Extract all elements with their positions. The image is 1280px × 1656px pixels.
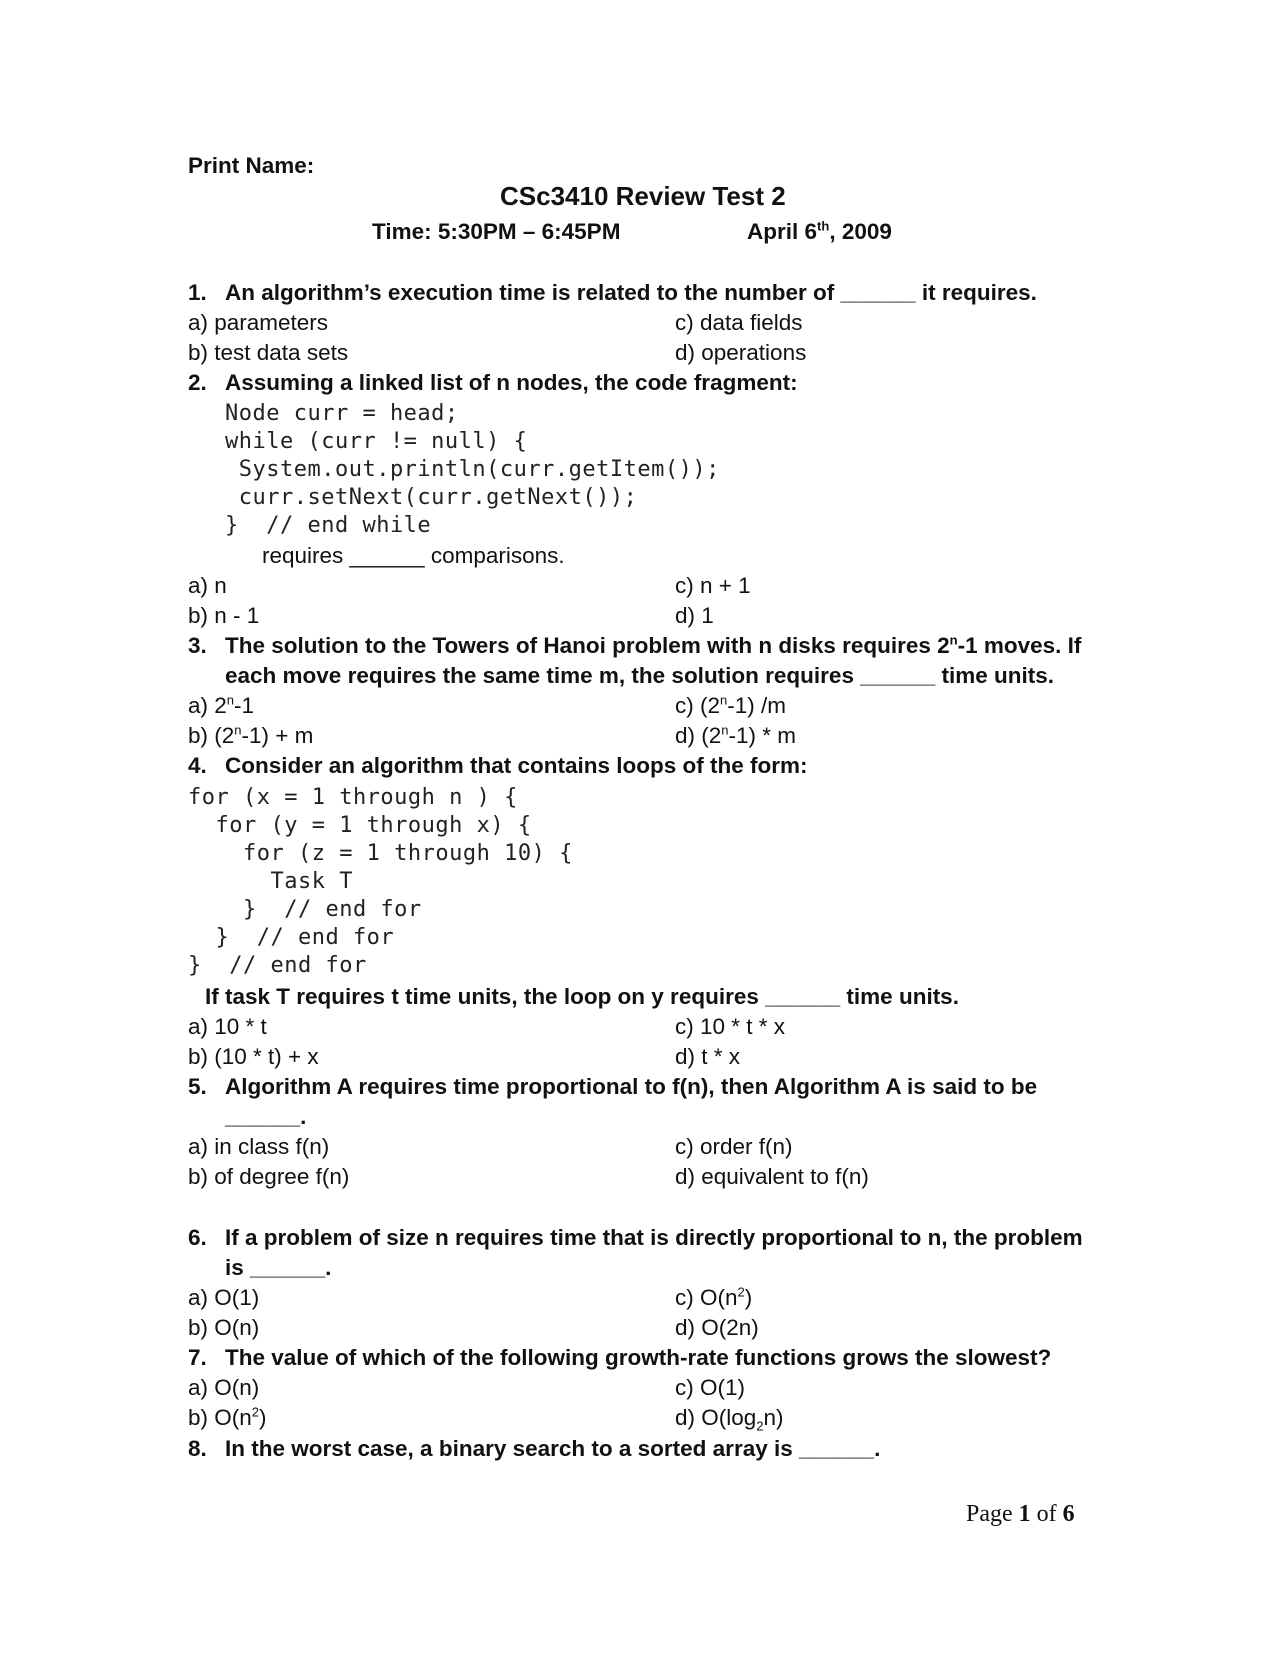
exam-date: April 6th, 2009 <box>747 218 892 244</box>
question-4-option-a: a) 10 * t <box>188 1014 267 1039</box>
question-3-number: 3. <box>188 633 207 658</box>
question-2-code-line: while (curr != null) { <box>225 429 528 454</box>
question-1-number: 1. <box>188 280 207 305</box>
question-4-option-d: d) t * x <box>675 1044 741 1069</box>
question-7-option-b: b) $O(n^2)$ <box>188 1404 267 1430</box>
question-2-requires: requires ______ comparisons. <box>262 543 565 568</box>
question-2-option-a: a) n <box>188 573 227 598</box>
question-5-text: Algorithm A requires time proportional to f(n), then Algorithm A is said to be <box>225 1074 1038 1099</box>
question-4-code-line: } // end for <box>188 953 367 978</box>
question-5-option-b: b) of degree f(n) <box>188 1164 350 1189</box>
page-number: Page 1 of 6 <box>966 1501 1075 1527</box>
question-1-option-c: c) data fields <box>675 310 803 335</box>
question-6-text-line-2: is ______. <box>225 1255 332 1280</box>
question-4-code-line: } // end for <box>188 897 422 922</box>
question-4-followup: If task T requires t time units, the loop on y requires ______ time units. <box>205 984 959 1009</box>
question-6-number: 6. <box>188 1225 207 1250</box>
question-4-code-line: for (x = 1 through n ) { <box>188 785 518 810</box>
question-5-option-c: c) order f(n) <box>675 1134 793 1159</box>
question-6-option-c: c) $O(n^2)$ <box>675 1284 753 1310</box>
question-2-code-line: } // end while <box>225 513 432 538</box>
question-2-code-line: curr.setNext(curr.getNext()); <box>225 485 638 510</box>
question-2-number: 2. <box>188 370 207 395</box>
question-1-option-b: b) test data sets <box>188 340 349 365</box>
question-2-option-d: d) 1 <box>675 603 714 628</box>
question-2-option-c: c) n + 1 <box>675 573 751 598</box>
question-2-code-line: System.out.println(curr.getItem()); <box>225 457 720 482</box>
question-3-option-d: d) (2$^n$-1) * m <box>675 722 796 748</box>
question-5-blank: ______. <box>225 1104 307 1129</box>
question-3-option-a: a) 2$^n$-1 <box>188 692 255 718</box>
question-1-text: An algorithm’s execution time is related to the number of ______ it requires. <box>225 280 1037 305</box>
exam-time: Time: 5:30PM – 6:45PM <box>372 219 621 244</box>
question-1-option-d: d) operations <box>675 340 807 365</box>
question-2-text: Assuming a linked list of n nodes, the code fragment: <box>225 370 798 395</box>
question-7-option-c: c) O(1) <box>675 1375 745 1400</box>
question-8-text: In the worst case, a binary search to a sorted array is ______. <box>225 1436 881 1461</box>
question-3-text-line-2: each move requires the same time m, the solution requires ______ time units. <box>225 663 1055 688</box>
question-4-number: 4. <box>188 753 207 778</box>
question-3-option-b: b) $(2^n-1) + m$ <box>188 722 314 748</box>
question-1-option-a: a) parameters <box>188 310 329 335</box>
question-4-option-c: c) 10 * t * x <box>675 1014 786 1039</box>
question-6-text: If a problem of size n requires time that is directly proportional to n, the problem <box>225 1225 1083 1250</box>
question-2-code-line: Node curr = head; <box>225 401 459 426</box>
question-7-text: The value of which of the following growth-rate functions grows the slowest? <box>225 1345 1052 1370</box>
question-6-option-b: b) O(n) <box>188 1315 260 1340</box>
question-4-code-line: } // end for <box>188 925 395 950</box>
question-3-option-c: c) (2$^n$-1) /m <box>675 692 786 718</box>
question-4-code-line: Task T <box>188 869 353 894</box>
question-7-option-a: a) O(n) <box>188 1375 260 1400</box>
question-3-text-line-1: The solution to the Towers of Hanoi problem with n disks requires 2$^n$-1 moves. If <box>225 632 1082 658</box>
question-4-code-line: for (z = 1 through 10) { <box>188 841 573 866</box>
question-5-number: 5. <box>188 1074 207 1099</box>
print-name-label: Print Name: <box>188 153 315 178</box>
question-2-option-b: b) n - 1 <box>188 603 260 628</box>
question-7-option-d: d) $O(\log_2n)$ <box>675 1405 784 1434</box>
question-8-number: 8. <box>188 1436 207 1461</box>
question-4-code-line: for (y = 1 through x) { <box>188 813 532 838</box>
question-4-option-b: b) (10 * t) + x <box>188 1044 319 1069</box>
question-4-text: Consider an algorithm that contains loops of the form: <box>225 753 808 778</box>
question-7-number: 7. <box>188 1345 207 1370</box>
page-title: CSc3410 Review Test 2 <box>500 181 786 211</box>
question-6-option-d: d) O(2n) <box>675 1315 759 1340</box>
question-5-option-d: d) equivalent to f(n) <box>675 1164 869 1189</box>
question-6-option-a: a) O(1) <box>188 1285 260 1310</box>
question-5-option-a: a) in class f(n) <box>188 1134 330 1159</box>
